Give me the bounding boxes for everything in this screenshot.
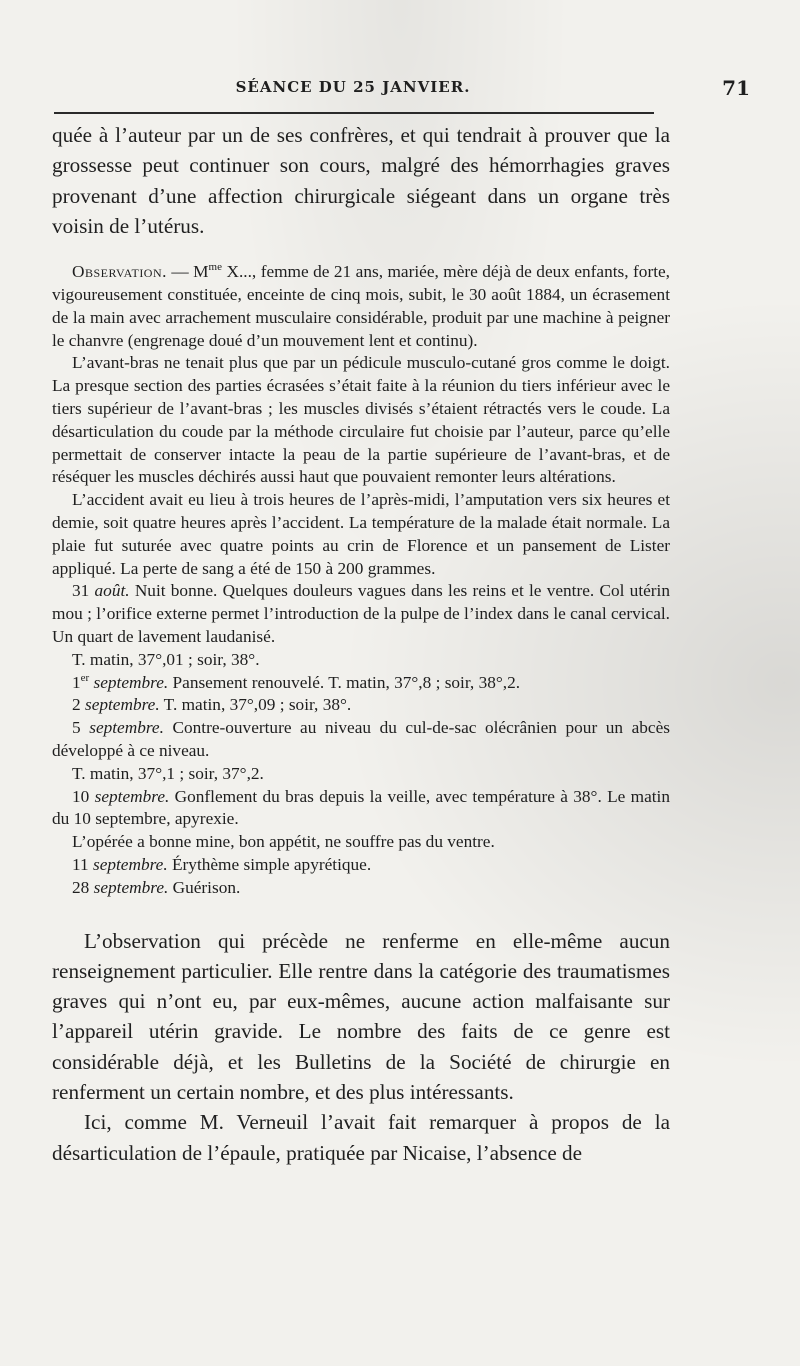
page-content <box>52 120 670 1168</box>
conclusion-paragraph-2: Ici, comme M. Verneuil l’avait fait remarquer à propos de la désarticulation de l’épaule, pratiquée par Nicaise, l’absence de <box>52 1110 670 1165</box>
observation-mme-sup: me <box>208 261 222 274</box>
entry-day: 1 <box>72 672 81 692</box>
entry-month: septembre. <box>93 877 169 897</box>
entry-month: septembre. <box>92 854 168 874</box>
observation-paragraph-12 <box>52 854 670 877</box>
entry-text: T. matin, 37°,09 ; soir, 38°. <box>159 695 352 715</box>
entry-text: Érythème simple apyrétique. <box>167 854 372 874</box>
entry-day: 11 <box>72 854 89 874</box>
conclusion-paragraph-1: L’observation qui précède ne renferme en elle-même aucun renseignement particulier. Elle rentre dans la catégorie des traumatismes graves qui n’ont eu, par eux-mêmes, aucune action malfaisante sur l’appareil utérin gravide. Le nombre des faits de ce genre est considérable déjà, et les Bulletins de la Société de chirurgie en renferment un certain nombre, et des plus intéressants. <box>52 928 670 1104</box>
observation-paragraph-13 <box>52 877 670 900</box>
observation-paragraph-10 <box>52 786 670 832</box>
observation-label: Observation. <box>72 262 167 282</box>
observation-paragraph-5: T. matin, 37°,01 ; soir, 38°. <box>72 649 260 669</box>
entry-text: Gonflement du bras depuis la veille, avec température à 38°. Le matin du 10 septembre, apyrexie. <box>52 786 670 829</box>
entry-text: Nuit bonne. Quelques douleurs vagues dans les reins et le ventre. Col utérin mou ; l’orifice externe permet l’introduction de la pulpe de l’index dans le canal cervical. Un quart de lavement laudanisé. <box>52 581 670 646</box>
entry-month: septembre. <box>93 672 169 692</box>
observation-paragraph-3: L’accident avait eu lieu à trois heures de l’après-midi, l’amputation vers six heures et demie, soit quatre heures après l’accident. La température de la malade était normale. La plaie fut suturée avec quatre points au crin de Florence et un pansement de Lister appliqué. La perte de sang a été de 150 à 200 grammes. <box>52 490 670 578</box>
observation-dash: — M <box>166 262 209 282</box>
observation-paragraph-8 <box>52 717 670 763</box>
entry-day-sup: er <box>80 671 90 684</box>
entry-month: septembre. <box>89 718 164 738</box>
entry-month: septembre. <box>84 695 160 715</box>
observation-paragraph-11: L’opérée a bonne mine, bon appétit, ne souffre pas du ventre. <box>72 832 495 852</box>
observation-text-1: X..., femme de 21 ans, mariée, mère déjà de deux enfants, forte, vigoureusement constituée, enceinte de cinq mois, subit, le 30 août 1884, un écrasement de la main avec arrachement musculaire considérable, produit par une machine à peigner le chanvre (engrenage doué d’un mouvement lent et continu). <box>52 262 670 350</box>
intro-paragraph: quée à l’auteur par un de ses confrères, et qui tendrait à prouver que la grossesse peut continuer son cours, malgré des hémorrhagies graves provenant d’une affection chirurgicale siégeant dans un organe très voisin de l’utérus. <box>52 123 670 238</box>
section-gap <box>52 900 670 926</box>
entry-day: 5 <box>72 718 81 738</box>
entry-day: 31 <box>72 581 90 601</box>
entry-day: 10 <box>72 786 90 806</box>
entry-text: Pansement renouvelé. T. matin, 37°,8 ; soir, 38°,2. <box>168 672 521 692</box>
page-number: 71 <box>722 76 750 100</box>
entry-day: 2 <box>72 695 81 715</box>
entry-text: Guérison. <box>168 877 241 897</box>
entry-text: Contre-ouverture au niveau du cul-de-sac olécrânien pour un abcès développé à ce niveau. <box>52 718 670 760</box>
entry-month: août. <box>94 581 130 601</box>
page-header <box>52 76 750 100</box>
entry-month: septembre. <box>94 786 170 806</box>
header-rule <box>54 112 654 114</box>
observation-paragraph-4 <box>52 580 670 648</box>
observation-paragraph-7 <box>52 694 670 717</box>
observation-paragraph-1 <box>52 261 670 352</box>
running-title: SÉANCE DU 25 JANVIER. <box>235 78 471 96</box>
observation-paragraph-6 <box>52 672 670 695</box>
observation-paragraph-9: T. matin, 37°,1 ; soir, 37°,2. <box>72 763 264 783</box>
observation-block <box>52 261 670 899</box>
observation-paragraph-2: L’avant-bras ne tenait plus que par un pédicule musculo-cutané gros comme le doigt. La presque section des parties écrasées s’était faite à la réunion du tiers inférieur avec le tiers supérieur de l’avant-bras ; les muscles divisés s’étaient rétractés vers le coude. La désarticulation du coude par la méthode circulaire fut choisie par l’auteur, parce qu’elle permettait de conserver intacte la peau de la partie supérieure de l’avant-bras, et de réséquer les muscles déchirés aussi haut que pouvaient remonter leurs altérations. <box>52 353 670 487</box>
entry-day: 28 <box>72 877 90 897</box>
